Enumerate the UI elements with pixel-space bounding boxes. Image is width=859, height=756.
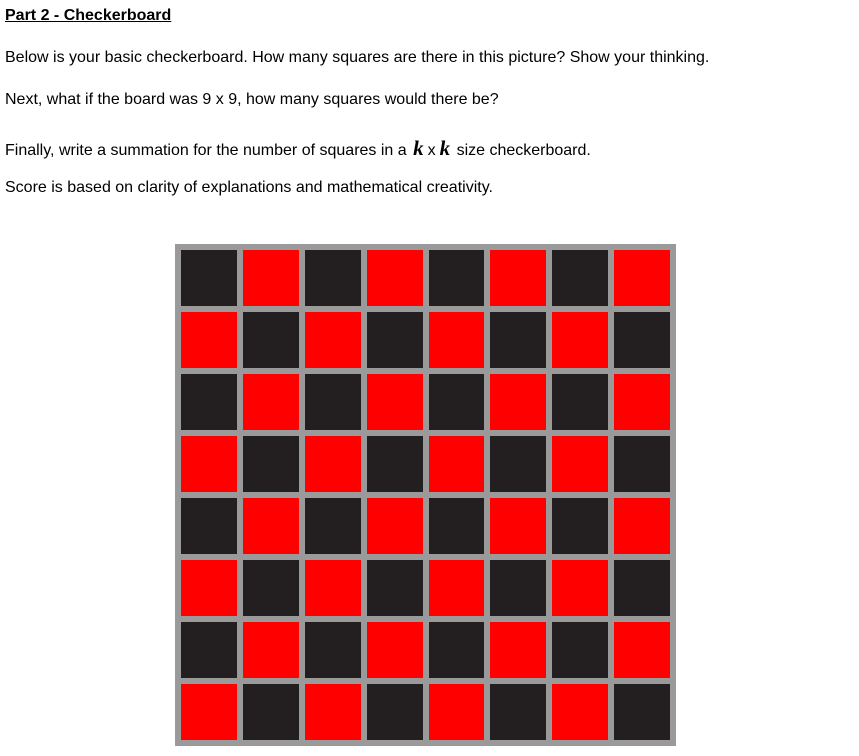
checkerboard-square-red [490,622,546,678]
checkerboard-square-red [429,436,485,492]
checkerboard-square-dark [552,250,608,306]
checkerboard-square-dark [429,374,485,430]
checkerboard-square-dark [552,622,608,678]
checkerboard-square-red [614,498,670,554]
checkerboard-square-dark [429,498,485,554]
checkerboard-square-dark [490,436,546,492]
checkerboard-square-red [429,684,485,740]
checkerboard-square-red [243,622,299,678]
checkerboard-square-red [429,312,485,368]
checkerboard-square-dark [367,436,423,492]
question-paragraph-3 [5,136,591,161]
checkerboard [175,244,676,746]
page-title: Part 2 - Checkerboard [5,7,172,24]
checkerboard-square-red [243,250,299,306]
checkerboard-square-dark [181,498,237,554]
checkerboard-square-dark [614,436,670,492]
checkerboard-square-dark [429,622,485,678]
checkerboard-square-red [552,684,608,740]
checkerboard-square-dark [367,560,423,616]
checkerboard-square-red [490,250,546,306]
checkerboard-square-red [614,622,670,678]
checkerboard-square-dark [367,684,423,740]
checkerboard-square-dark [305,498,361,554]
question-paragraph-2: Next, what if the board was 9 x 9, how many squares would there be? [5,91,499,108]
checkerboard-square-dark [490,684,546,740]
checkerboard-square-dark [305,250,361,306]
checkerboard-square-dark [552,374,608,430]
checkerboard-square-red [367,250,423,306]
checkerboard-square-dark [367,312,423,368]
question-paragraph-1: Below is your basic checkerboard. How many squares are there in this picture? Show your thinking. [5,49,710,66]
checkerboard-square-red [305,312,361,368]
checkerboard-square-red [552,560,608,616]
checkerboard-square-red [429,560,485,616]
checkerboard-square-red [367,622,423,678]
checkerboard-square-red [614,374,670,430]
checkerboard-square-dark [305,622,361,678]
checkerboard-square-dark [181,374,237,430]
checkerboard-square-red [181,684,237,740]
checkerboard-square-dark [429,250,485,306]
checkerboard-square-dark [243,684,299,740]
checkerboard-square-red [305,684,361,740]
summation-suffix: size checkerboard. [456,142,591,159]
checkerboard-square-dark [243,436,299,492]
checkerboard-square-red [305,436,361,492]
checkerboard-square-dark [305,374,361,430]
checkerboard-square-red [614,250,670,306]
checkerboard-square-red [305,560,361,616]
times-sign: x [427,142,436,159]
checkerboard-square-dark [614,684,670,740]
checkerboard-square-dark [614,312,670,368]
checkerboard-square-red [552,436,608,492]
checkerboard-square-red [181,436,237,492]
checkerboard-square-red [243,374,299,430]
checkerboard-square-red [367,498,423,554]
checkerboard-square-red [367,374,423,430]
checkerboard-square-red [490,374,546,430]
checkerboard-square-red [243,498,299,554]
checkerboard-square-dark [490,560,546,616]
checkerboard-square-dark [181,622,237,678]
summation-prefix: Finally, write a summation for the number of squares in a [5,142,407,159]
checkerboard-square-red [181,560,237,616]
checkerboard-square-dark [614,560,670,616]
checkerboard-square-dark [243,560,299,616]
checkerboard-square-dark [490,312,546,368]
math-variable-k: k [439,136,451,160]
checkerboard-square-dark [552,498,608,554]
checkerboard-square-dark [243,312,299,368]
checkerboard-square-red [552,312,608,368]
checkerboard-square-red [490,498,546,554]
math-variable-k: k [413,136,424,160]
scoring-note: Score is based on clarity of explanations and mathematical creativity. [5,179,493,196]
checkerboard-square-red [181,312,237,368]
checkerboard-square-dark [181,250,237,306]
